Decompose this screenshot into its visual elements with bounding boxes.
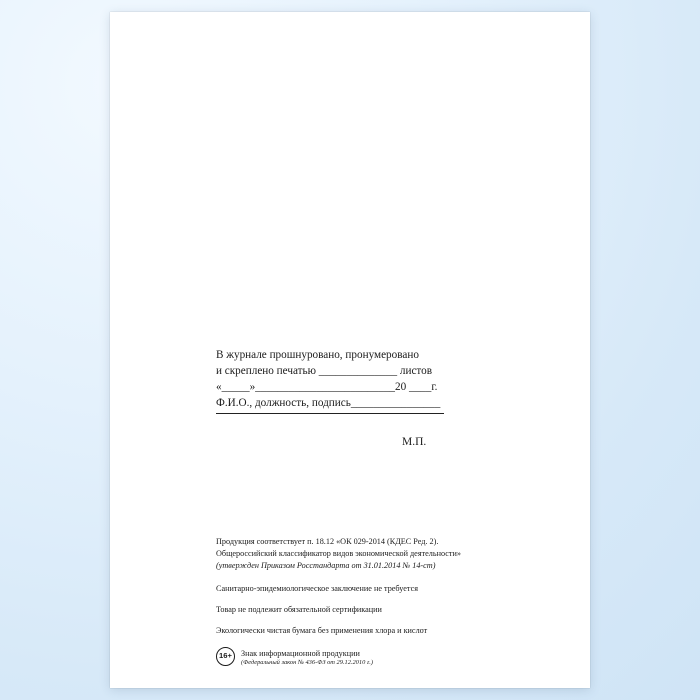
age-mark-text	[241, 647, 373, 668]
paper-note: Экологически чистая бумага без применения хлора и кислот	[216, 625, 428, 635]
cert-signature-rule	[216, 412, 444, 414]
cert-line-1: В журнале прошнуровано, пронумеровано	[216, 349, 419, 361]
cert-line-3: «_____»_________________________20 ____г.	[216, 380, 438, 393]
legal-block	[216, 536, 536, 668]
product-compliance-line-3: (утвержден Приказом Росстандарта от 31.01.2014 № 14-ст)	[216, 560, 436, 570]
stamp-place-label: М.П.	[402, 436, 427, 448]
certification-note: Товар не подлежит обязательной сертификации	[216, 604, 382, 614]
age-mark-law: (Федеральный закон № 436-ФЗ от 29.12.2010 г.)	[241, 659, 374, 667]
sanitary-note: Санитарно-эпидемиологическое заключение не требуется	[216, 583, 418, 593]
product-compliance-line-2: Общероссийский классификатор видов экономической деятельности»	[216, 548, 461, 558]
product-compliance-paragraph	[216, 536, 536, 572]
age-rating-icon: 16+	[216, 647, 235, 666]
age-mark-row	[216, 647, 536, 668]
age-mark-label: Знак информационной продукции	[241, 648, 360, 658]
page-content-area	[110, 12, 590, 688]
cert-line-4: Ф.И.О., должность, подпись________________	[216, 396, 441, 409]
certification-block	[216, 348, 546, 414]
product-compliance-line-1: Продукция соответствует п. 18.12 «ОК 029-2014 (КДЕС Ред. 2).	[216, 537, 439, 546]
cert-line-2: и скреплено печатью ______________ листов	[216, 364, 433, 377]
document-page	[110, 12, 590, 688]
